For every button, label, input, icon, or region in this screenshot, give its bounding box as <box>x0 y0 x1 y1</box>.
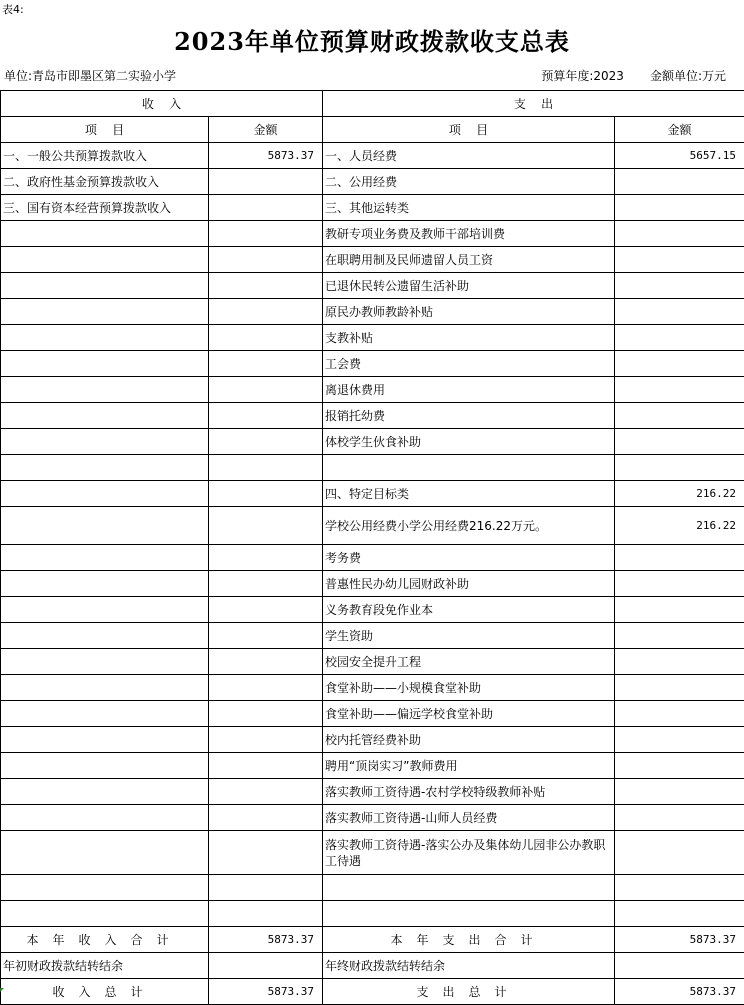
expense-item: 校园安全提升工程 <box>323 649 615 675</box>
income-item <box>1 455 209 481</box>
expense-amount: 216.22 <box>615 481 744 507</box>
table-row <box>1 403 744 429</box>
expense-item: 食堂补助——小规模食堂补助 <box>323 675 615 701</box>
income-item-header: 项 目 <box>1 117 209 143</box>
expense-item: 离退休费用 <box>323 377 615 403</box>
expense-item: 校内托管经费补助 <box>323 727 615 753</box>
budget-table <box>0 90 744 1005</box>
income-item <box>1 221 209 247</box>
income-item <box>1 507 209 545</box>
expense-item: 普惠性民办幼儿园财政补助 <box>323 571 615 597</box>
expense-item: 教研专项业务费及教师干部培训费 <box>323 221 615 247</box>
begin-carry-amount <box>209 953 323 979</box>
expense-item: 学生资助 <box>323 623 615 649</box>
income-header: 收 入 <box>1 91 323 117</box>
table-row <box>1 273 744 299</box>
expense-grand-total-amount: 5873.37 <box>615 979 744 1005</box>
income-item <box>1 545 209 571</box>
expense-amount <box>615 247 744 273</box>
table-row <box>1 779 744 805</box>
income-item <box>1 779 209 805</box>
amount-unit: 金额单位:万元 <box>650 69 726 83</box>
expense-amount <box>615 221 744 247</box>
expense-item: 已退休民转公遗留生活补助 <box>323 273 615 299</box>
income-amount <box>209 325 323 351</box>
unit-label: 单位:青岛市即墨区第二实验小学 <box>4 67 176 84</box>
expense-amount <box>615 875 744 901</box>
budget-year: 预算年度:2023 <box>541 69 624 83</box>
expense-amount: 216.22 <box>615 507 744 545</box>
expense-header: 支 出 <box>323 91 744 117</box>
cell-marker <box>0 988 4 992</box>
expense-item: 报销托幼费 <box>323 403 615 429</box>
table-row <box>1 299 744 325</box>
income-item <box>1 623 209 649</box>
income-item <box>1 649 209 675</box>
income-amount <box>209 901 323 927</box>
expense-item: 食堂补助——偏远学校食堂补助 <box>323 701 615 727</box>
income-year-total-label: 本年收入合计 <box>1 927 209 953</box>
expense-amount-header: 金额 <box>615 117 744 143</box>
income-item <box>1 597 209 623</box>
table-row <box>1 675 744 701</box>
table-row <box>1 455 744 481</box>
expense-amount <box>615 675 744 701</box>
expense-item: 二、公用经费 <box>323 169 615 195</box>
income-item <box>1 325 209 351</box>
income-grand-total-label: 收入总计 <box>1 979 209 1005</box>
income-amount <box>209 545 323 571</box>
expense-item: 落实教师工资待遇-农村学校特级教师补贴 <box>323 779 615 805</box>
expense-item: 学校公用经费小学公用经费216.22万元。 <box>323 507 615 545</box>
income-item <box>1 875 209 901</box>
expense-item: 原民办教师教龄补贴 <box>323 299 615 325</box>
table-row <box>1 507 744 545</box>
table-tag: 表4: <box>2 1 24 17</box>
end-carry-amount <box>615 953 744 979</box>
expense-amount <box>615 727 744 753</box>
expense-item <box>323 875 615 901</box>
expense-amount <box>615 701 744 727</box>
table-row <box>1 649 744 675</box>
expense-amount <box>615 545 744 571</box>
table-row <box>1 429 744 455</box>
expense-amount <box>615 901 744 927</box>
income-item <box>1 429 209 455</box>
income-amount <box>209 623 323 649</box>
income-amount <box>209 805 323 831</box>
expense-item: 聘用“顶岗实习”教师费用 <box>323 753 615 779</box>
expense-amount <box>615 779 744 805</box>
expense-year-total-amount: 5873.37 <box>615 927 744 953</box>
income-item <box>1 403 209 429</box>
table-row <box>1 753 744 779</box>
table-row <box>1 545 744 571</box>
expense-item: 落实教师工资待遇-山师人员经费 <box>323 805 615 831</box>
table-row <box>1 701 744 727</box>
income-item <box>1 831 209 875</box>
expense-grand-total-label: 支出总计 <box>323 979 615 1005</box>
expense-item <box>323 901 615 927</box>
budget-meta <box>541 67 726 84</box>
income-amount <box>209 571 323 597</box>
table-row <box>1 727 744 753</box>
table-row <box>1 805 744 831</box>
income-item <box>1 727 209 753</box>
expense-amount <box>615 455 744 481</box>
expense-amount: 5657.15 <box>615 143 744 169</box>
expense-amount <box>615 377 744 403</box>
income-amount <box>209 195 323 221</box>
income-amount <box>209 429 323 455</box>
income-item <box>1 299 209 325</box>
income-amount <box>209 377 323 403</box>
income-amount <box>209 273 323 299</box>
income-item <box>1 351 209 377</box>
expense-amount <box>615 403 744 429</box>
expense-item: 考务费 <box>323 545 615 571</box>
income-amount <box>209 169 323 195</box>
income-item: 二、政府性基金预算拨款收入 <box>1 169 209 195</box>
income-item <box>1 701 209 727</box>
income-amount <box>209 649 323 675</box>
income-item <box>1 481 209 507</box>
expense-amount <box>615 169 744 195</box>
income-amount <box>209 831 323 875</box>
expense-amount <box>615 805 744 831</box>
income-item <box>1 247 209 273</box>
income-amount <box>209 351 323 377</box>
expense-amount <box>615 351 744 377</box>
table-row <box>1 143 744 169</box>
income-amount <box>209 403 323 429</box>
table-row <box>1 377 744 403</box>
income-amount: 5873.37 <box>209 143 323 169</box>
expense-item <box>323 455 615 481</box>
income-amount <box>209 701 323 727</box>
expense-item: 义务教育段免作业本 <box>323 597 615 623</box>
expense-amount <box>615 831 744 875</box>
table-row <box>1 875 744 901</box>
table-row <box>1 247 744 273</box>
income-item: 一、一般公共预算拨款收入 <box>1 143 209 169</box>
expense-amount <box>615 325 744 351</box>
page-title: 2023年单位预算财政拨款收支总表 <box>0 22 744 57</box>
table-row <box>1 571 744 597</box>
expense-item: 支教补贴 <box>323 325 615 351</box>
income-amount <box>209 507 323 545</box>
income-amount <box>209 727 323 753</box>
expense-amount <box>615 299 744 325</box>
income-item: 三、国有资本经营预算拨款收入 <box>1 195 209 221</box>
table-row <box>1 901 744 927</box>
income-amount <box>209 675 323 701</box>
expense-item: 体校学生伙食补助 <box>323 429 615 455</box>
expense-amount <box>615 195 744 221</box>
table-row <box>1 597 744 623</box>
income-amount <box>209 875 323 901</box>
expense-item-header: 项 目 <box>323 117 615 143</box>
income-item <box>1 901 209 927</box>
income-item <box>1 377 209 403</box>
expense-amount <box>615 273 744 299</box>
income-amount <box>209 779 323 805</box>
expense-year-total-label: 本年支出合计 <box>323 927 615 953</box>
expense-item: 一、人员经费 <box>323 143 615 169</box>
table-row <box>1 831 744 875</box>
expense-item: 工会费 <box>323 351 615 377</box>
income-amount <box>209 597 323 623</box>
table-row <box>1 623 744 649</box>
expense-item: 在职聘用制及民师遗留人员工资 <box>323 247 615 273</box>
begin-carry-label: 年初财政拨款结转结余 <box>1 953 209 979</box>
income-amount <box>209 455 323 481</box>
table-row <box>1 195 744 221</box>
expense-item: 四、特定目标类 <box>323 481 615 507</box>
income-amount <box>209 753 323 779</box>
income-year-total-amount: 5873.37 <box>209 927 323 953</box>
income-amount-header: 金额 <box>209 117 323 143</box>
income-item <box>1 675 209 701</box>
income-amount <box>209 247 323 273</box>
table-row <box>1 481 744 507</box>
end-carry-label: 年终财政拨款结转结余 <box>323 953 615 979</box>
income-item <box>1 571 209 597</box>
expense-amount <box>615 649 744 675</box>
expense-item: 落实教师工资待遇-落实公办及集体幼儿园非公办教职工待遇 <box>323 831 615 875</box>
expense-amount <box>615 753 744 779</box>
expense-item: 三、其他运转类 <box>323 195 615 221</box>
income-item <box>1 805 209 831</box>
income-item <box>1 753 209 779</box>
table-row <box>1 169 744 195</box>
income-amount <box>209 481 323 507</box>
income-amount <box>209 299 323 325</box>
expense-amount <box>615 597 744 623</box>
table-row <box>1 325 744 351</box>
income-amount <box>209 221 323 247</box>
expense-amount <box>615 429 744 455</box>
income-item <box>1 273 209 299</box>
table-row <box>1 221 744 247</box>
table-row <box>1 351 744 377</box>
expense-amount <box>615 571 744 597</box>
income-grand-total-amount: 5873.37 <box>209 979 323 1005</box>
expense-amount <box>615 623 744 649</box>
